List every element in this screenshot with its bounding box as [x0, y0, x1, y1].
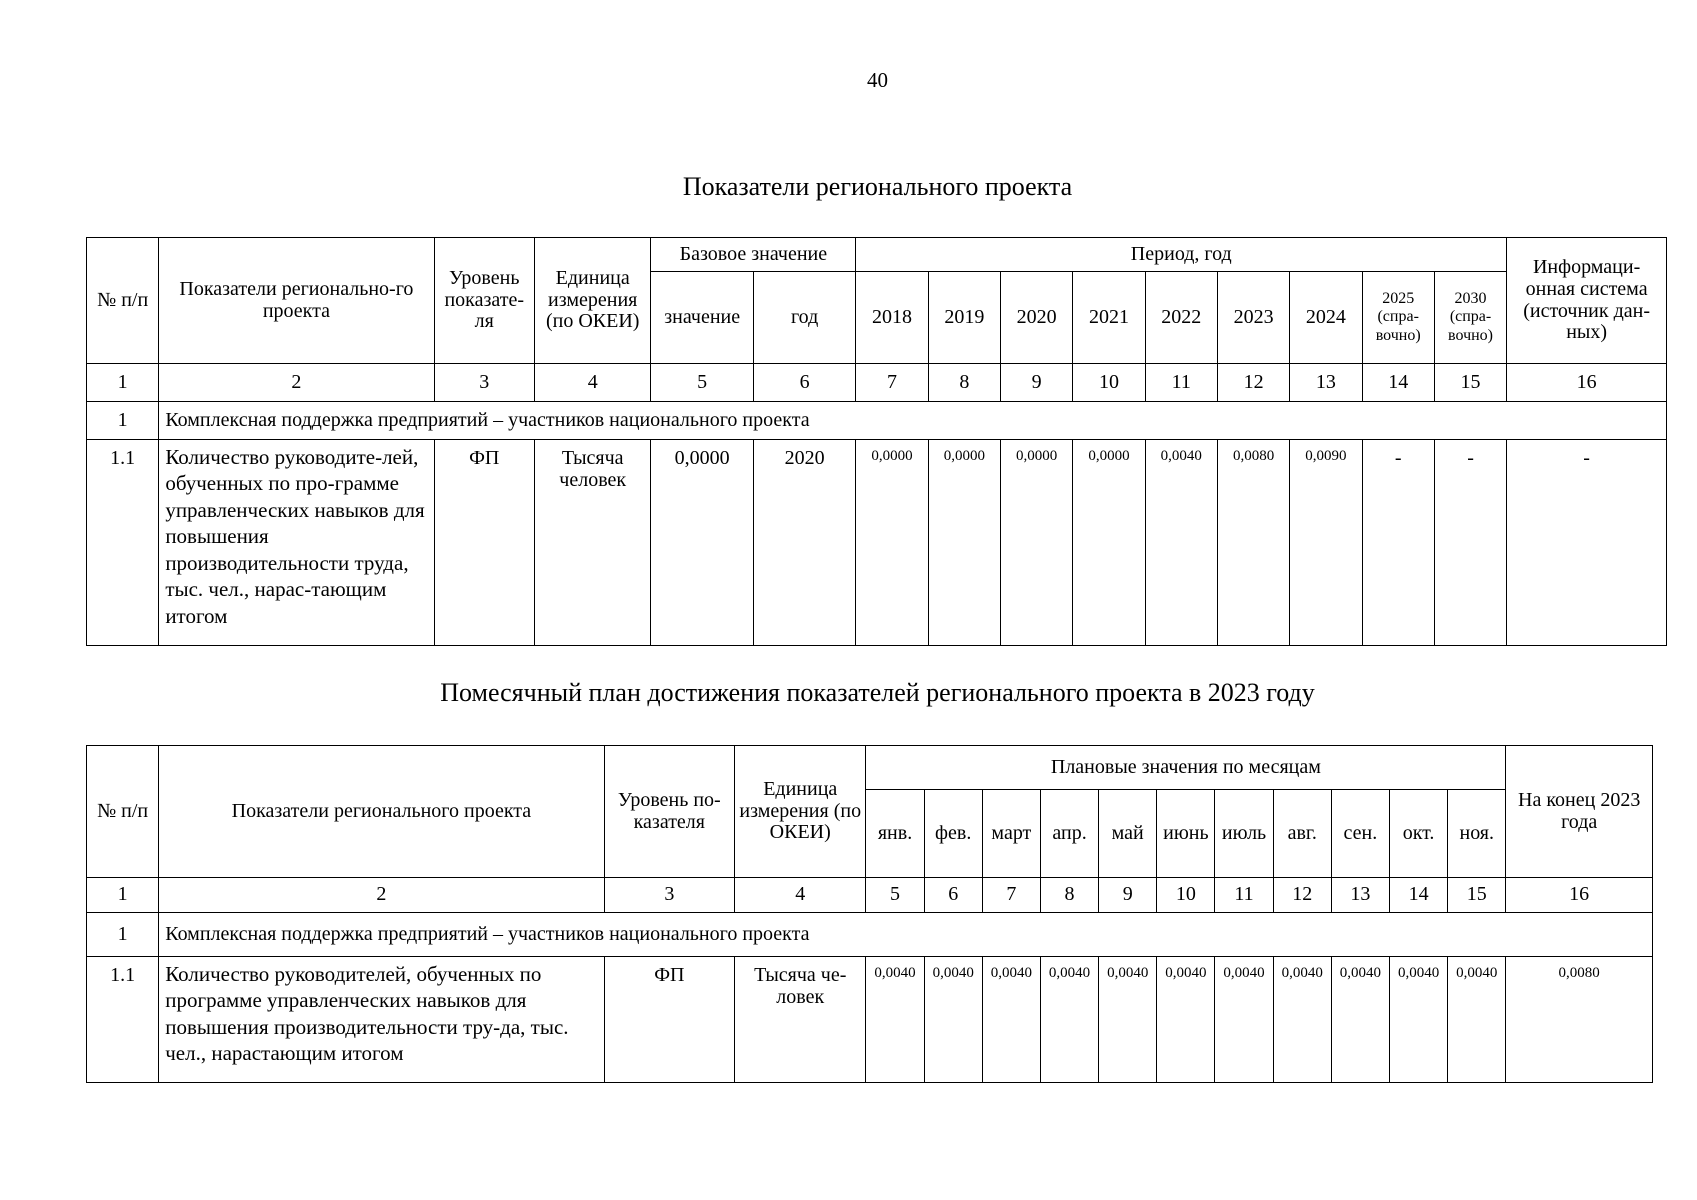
column-number: 11	[1145, 364, 1217, 402]
column-number: 1	[87, 364, 159, 402]
row-level: ФП	[604, 957, 734, 1083]
column-number: 14	[1389, 878, 1447, 913]
column-number: 12	[1273, 878, 1331, 913]
row-info: -	[1507, 440, 1667, 646]
row-year-value: 0,0000	[928, 440, 1000, 646]
column-number: 5	[651, 364, 753, 402]
column-number: 13	[1290, 364, 1362, 402]
header-base: Базовое значение	[651, 238, 856, 272]
row-month-value: 0,0040	[982, 957, 1040, 1083]
column-number: 3	[434, 364, 534, 402]
table1-title: Показатели регионального проекта	[682, 172, 1073, 201]
table-row	[87, 957, 1653, 1083]
column-number: 7	[856, 364, 928, 402]
section-num: 1	[87, 402, 159, 440]
row-indicator: Количество руководителей, обученных по программе управленческих навыков для повышения производительности тру-да, тыс. чел., нарастающим итогом	[159, 957, 604, 1083]
header-year: 2020	[1000, 272, 1072, 364]
header-base-value: значение	[651, 272, 753, 364]
section-title: Комплексная поддержка предприятий – участников национального проекта	[159, 913, 1653, 957]
header-year-2025: 2025 (спра-вочно)	[1362, 272, 1434, 364]
column-number: 6	[924, 878, 982, 913]
header-year: 2024	[1290, 272, 1362, 364]
header-month: окт.	[1389, 790, 1447, 878]
header-level: Уровень по-казателя	[604, 746, 734, 878]
header-year: 2019	[928, 272, 1000, 364]
row-month-value: 0,0040	[1448, 957, 1506, 1083]
section-title: Комплексная поддержка предприятий – участников национального проекта	[159, 402, 1667, 440]
header-month: май	[1099, 790, 1157, 878]
row-base-year: 2020	[753, 440, 855, 646]
row-year-value: 0,0090	[1290, 440, 1362, 646]
header-indicator: Показатели регионального проекта	[159, 746, 604, 878]
row-level: ФП	[434, 440, 534, 646]
header-level: Уровень показате-ля	[434, 238, 534, 364]
row-year-value: 0,0000	[1073, 440, 1145, 646]
monthly-plan-table	[86, 745, 1653, 1083]
row-unit: Тысяча че-ловек	[735, 957, 866, 1083]
header-month: ноя.	[1448, 790, 1506, 878]
header-year: 2022	[1145, 272, 1217, 364]
header-year: 2018	[856, 272, 928, 364]
header-month: фев.	[924, 790, 982, 878]
column-number: 8	[1040, 878, 1098, 913]
row-year-value: 0,0000	[856, 440, 928, 646]
header-num: № п/п	[87, 238, 159, 364]
row-year-value: 0,0000	[1000, 440, 1072, 646]
column-number: 11	[1215, 878, 1273, 913]
header-unit: Единица измерения (по ОКЕИ)	[735, 746, 866, 878]
row-month-value: 0,0040	[1331, 957, 1389, 1083]
column-number: 13	[1331, 878, 1389, 913]
column-number: 9	[1099, 878, 1157, 913]
row-num: 1.1	[87, 957, 159, 1083]
row-month-value: 0,0040	[1215, 957, 1273, 1083]
column-number: 10	[1157, 878, 1215, 913]
row-month-value: 0,0040	[1157, 957, 1215, 1083]
column-number: 16	[1506, 878, 1653, 913]
column-number: 9	[1000, 364, 1072, 402]
header-plan: Плановые значения по месяцам	[866, 746, 1506, 790]
page-number: 40	[867, 68, 888, 92]
header-month: март	[982, 790, 1040, 878]
row-indicator: Количество руководите-лей, обученных по про-грамме управленческих навыков для повышения производительности труда, тыс. чел., нарас-тающим итогом	[159, 440, 434, 646]
column-number: 4	[735, 878, 866, 913]
row-month-value: 0,0040	[1099, 957, 1157, 1083]
row-num: 1.1	[87, 440, 159, 646]
header-year: 2021	[1073, 272, 1145, 364]
header-year: 2023	[1217, 272, 1289, 364]
header-month: авг.	[1273, 790, 1331, 878]
row-year-value: 0,0040	[1145, 440, 1217, 646]
column-number: 4	[534, 364, 651, 402]
row-month-value: 0,0040	[1040, 957, 1098, 1083]
row-base-value: 0,0000	[651, 440, 753, 646]
header-num: № п/п	[87, 746, 159, 878]
header-month: июнь	[1157, 790, 1215, 878]
row-year-value: 0,0080	[1217, 440, 1289, 646]
row-end-value: 0,0080	[1506, 957, 1653, 1083]
header-info: Информаци-онная система (источник дан-ных)	[1507, 238, 1667, 364]
column-number: 14	[1362, 364, 1434, 402]
column-number: 1	[87, 878, 159, 913]
header-end-of-year: На конец 2023 года	[1506, 746, 1653, 878]
table-row	[87, 440, 1667, 646]
header-month: сен.	[1331, 790, 1389, 878]
header-period: Период, год	[856, 238, 1507, 272]
header-base-year: год	[753, 272, 855, 364]
header-year-2030: 2030 (спра-вочно)	[1434, 272, 1506, 364]
column-number: 2	[159, 364, 434, 402]
row-month-value: 0,0040	[1273, 957, 1331, 1083]
row-unit: Тысяча человек	[534, 440, 651, 646]
row-2025-value: -	[1362, 440, 1434, 646]
row-2030-value: -	[1434, 440, 1506, 646]
column-number: 3	[604, 878, 734, 913]
row-month-value: 0,0040	[924, 957, 982, 1083]
table2-title: Помесячный план достижения показателей регионального проекта в 2023 году	[440, 678, 1315, 707]
header-unit: Единица измерения (по ОКЕИ)	[534, 238, 651, 364]
header-month: янв.	[866, 790, 924, 878]
row-month-value: 0,0040	[866, 957, 924, 1083]
column-number: 5	[866, 878, 924, 913]
column-number: 7	[982, 878, 1040, 913]
section-num: 1	[87, 913, 159, 957]
row-month-value: 0,0040	[1389, 957, 1447, 1083]
column-number: 10	[1073, 364, 1145, 402]
header-indicator: Показатели регионально-го проекта	[159, 238, 434, 364]
column-number: 15	[1434, 364, 1506, 402]
column-number: 2	[159, 878, 604, 913]
column-number: 16	[1507, 364, 1667, 402]
header-month: июль	[1215, 790, 1273, 878]
column-number: 15	[1448, 878, 1506, 913]
column-number: 12	[1217, 364, 1289, 402]
header-month: апр.	[1040, 790, 1098, 878]
column-number: 8	[928, 364, 1000, 402]
column-number: 6	[753, 364, 855, 402]
indicators-table	[86, 237, 1667, 646]
